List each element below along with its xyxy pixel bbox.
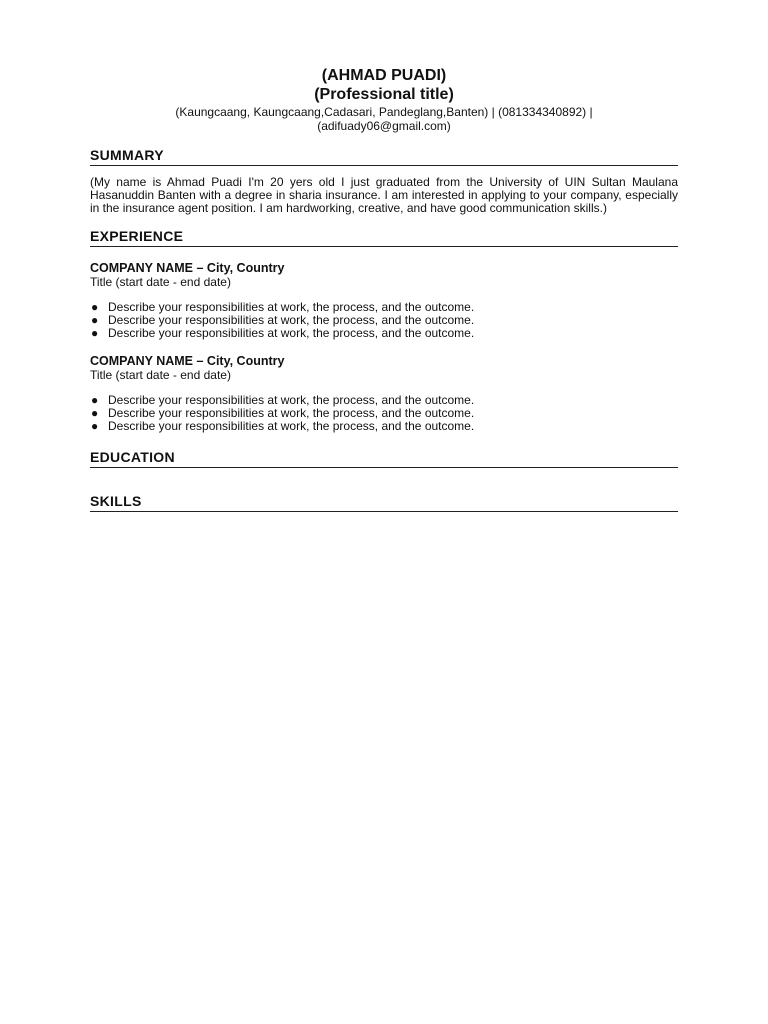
education-heading: EDUCATION	[90, 448, 678, 468]
bullet-icon: ●	[91, 393, 99, 407]
duty-list	[90, 394, 678, 433]
bullet-icon: ●	[91, 300, 99, 314]
skills-heading: SKILLS	[90, 492, 678, 512]
duty-item	[90, 420, 678, 433]
experience-heading: EXPERIENCE	[90, 227, 678, 247]
skills-section	[90, 492, 678, 512]
company-name: COMPANY NAME – City, Country	[90, 261, 285, 275]
summary-text: (My name is Ahmad Puadi I'm 20 yers old I just graduated from the University of UIN Sultan Maulana Hasanuddin Banten with a degree in sharia insurance. I am interested in applying to your company, especially in the insurance agent position. I am hardworking, creative, and have good communication skills.)	[90, 175, 678, 215]
duty-text: Describe your responsibilities at work, the process, and the outcome.	[108, 419, 475, 433]
professional-title: (Professional title)	[314, 86, 454, 103]
education-section	[90, 448, 678, 468]
bullet-icon: ●	[91, 326, 99, 340]
duty-list	[90, 301, 678, 340]
summary-section	[90, 146, 678, 215]
job-entry	[90, 354, 678, 433]
contact-line-address-phone: (Kaungcaang, Kaungcaang,Cadasari, Pandeglang,Banten) | (081334340892) |	[175, 105, 593, 119]
summary-heading: SUMMARY	[90, 146, 678, 166]
resume-page	[90, 0, 678, 512]
duty-text: Describe your responsibilities at work, the process, and the outcome.	[108, 393, 475, 407]
experience-section	[90, 227, 678, 433]
duty-text: Describe your responsibilities at work, the process, and the outcome.	[108, 406, 475, 420]
job-title: Title (start date - end date)	[90, 368, 231, 382]
duty-text: Describe your responsibilities at work, the process, and the outcome.	[108, 326, 475, 340]
resume-header	[90, 0, 678, 133]
duty-text: Describe your responsibilities at work, the process, and the outcome.	[108, 300, 475, 314]
bullet-icon: ●	[91, 313, 99, 327]
bullet-icon: ●	[91, 406, 99, 420]
company-name: COMPANY NAME – City, Country	[90, 354, 285, 368]
job-entry	[90, 261, 678, 340]
job-title: Title (start date - end date)	[90, 275, 231, 289]
contact-line-email: (adifuady06@gmail.com)	[317, 119, 451, 133]
duty-item	[90, 327, 678, 340]
candidate-name: (AHMAD PUADI)	[321, 67, 447, 84]
duty-text: Describe your responsibilities at work, the process, and the outcome.	[108, 313, 475, 327]
bullet-icon: ●	[91, 419, 99, 433]
